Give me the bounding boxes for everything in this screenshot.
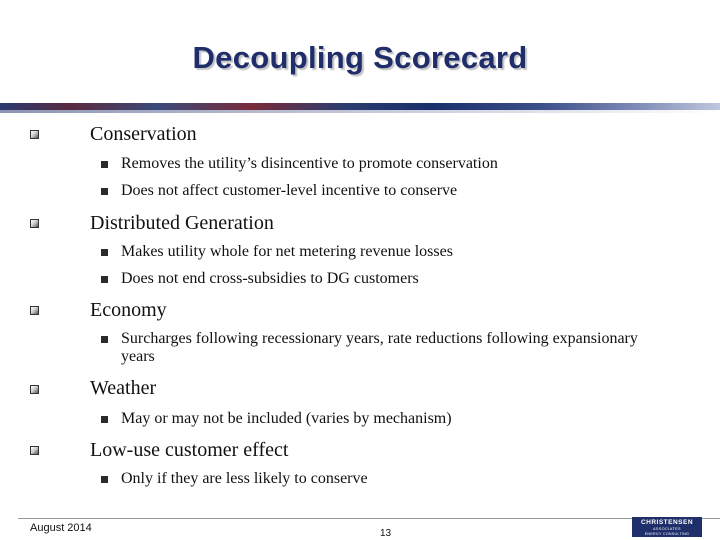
checkbox-bullet-icon: [30, 446, 39, 455]
square-bullet-icon: [101, 416, 108, 423]
checkbox-bullet-icon: [30, 306, 39, 315]
section-point: Makes utility whole for net metering revenue losses: [121, 243, 453, 260]
square-bullet-icon: [101, 276, 108, 283]
square-bullet-icon: [101, 188, 108, 195]
logo-line-3: ENERGY CONSULTING: [644, 532, 690, 536]
square-bullet-icon: [101, 161, 108, 168]
section-heading: Economy: [90, 299, 167, 321]
logo-line-2: ASSOCIATES: [653, 527, 681, 531]
section-heading: Weather: [90, 377, 157, 399]
company-logo: [632, 517, 702, 537]
slide-title: Decoupling Scorecard: [192, 40, 528, 75]
section-point: Does not end cross-subsidies to DG customers: [121, 270, 419, 287]
checkbox-bullet-icon: [30, 130, 39, 139]
section-heading: Low-use customer effect: [90, 439, 289, 461]
page-number: 13: [380, 528, 392, 539]
section-point: Does not affect customer-level incentive to conserve: [121, 182, 458, 199]
footer-divider: [18, 518, 720, 519]
logo-line-1: CHRISTENSEN: [640, 519, 694, 526]
checkbox-bullet-icon: [30, 219, 39, 228]
title-divider-shadow: [0, 110, 720, 113]
section-point: Surcharges following recessionary years, rate reductions following expansionary years: [121, 330, 638, 365]
section-point: Removes the utility’s disincentive to promote conservation: [121, 155, 498, 172]
section-heading: Conservation: [90, 123, 197, 145]
section-heading: Distributed Generation: [90, 212, 274, 234]
square-bullet-icon: [101, 476, 108, 483]
title-divider: [0, 103, 720, 110]
section-point: Only if they are less likely to conserve: [121, 470, 368, 487]
section-point: May or may not be included (varies by mechanism): [121, 410, 452, 427]
checkbox-bullet-icon: [30, 385, 39, 394]
square-bullet-icon: [101, 249, 108, 256]
square-bullet-icon: [101, 336, 108, 343]
footer-date: August 2014: [30, 522, 92, 534]
